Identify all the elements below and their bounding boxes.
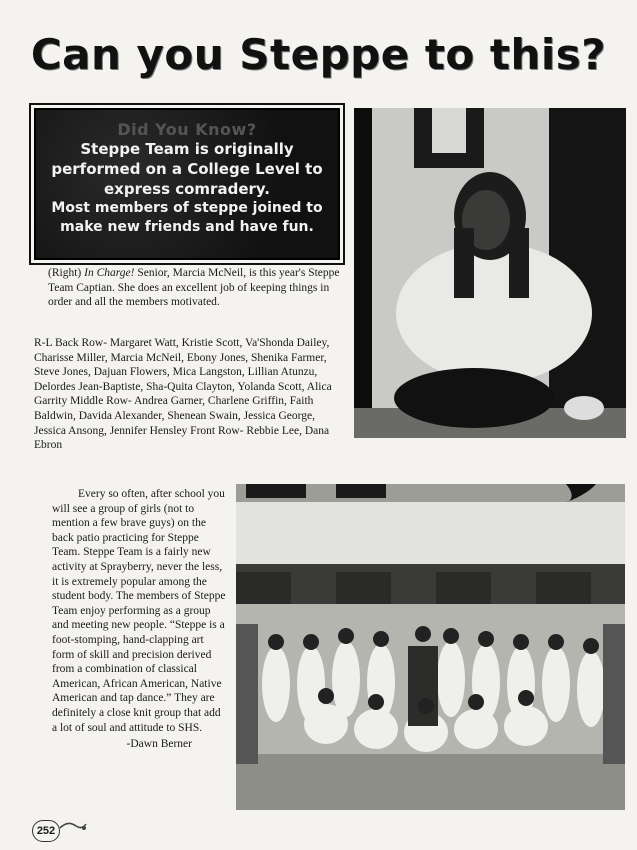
page-number-decoration-icon (58, 818, 88, 834)
did-you-know-title: Did You Know? (117, 120, 257, 139)
caption-italic: In Charge! (84, 267, 135, 279)
did-you-know-line: make new friends and have fun. (60, 219, 314, 235)
story-body: Every so often, after school you will see a group of girls (not to mention a few brave guys) on the back patio practicing for Steppe Team. Steppe Team is a fairly new activity at Sprayberry, never the less, it is extremely popular among the student body. The members of Steppe Team enjoy performing as a group and meeting new people. “Steppe is a foot-stomping, hand-clapping art form of skill and precision derived from a combination of classical American, African American, Native American and tap dance.” They are definitely a close knit group that add a lot of soul and attitude to SHS. (52, 488, 226, 734)
story-text (52, 487, 228, 752)
caption-lead: (Right) (48, 267, 85, 279)
did-you-know-line: express comradery. (104, 180, 270, 198)
group-photo (236, 484, 625, 810)
did-you-know-line: performed on a College Level to (51, 160, 323, 178)
page-headline: Can you Steppe to this? (30, 30, 607, 79)
captain-caption (48, 266, 340, 310)
did-you-know-box (34, 108, 340, 260)
did-you-know-line: Steppe Team is originally (80, 140, 294, 158)
page-number: 252 (32, 820, 60, 842)
caption-rest: Senior, Marcia McNeil, is this year's Steppe Team Captian. She does an excellent job of keeping things in order and all the members motivated. (48, 267, 340, 309)
story-byline: -Dawn Berner (126, 738, 192, 751)
group-names-caption: R-L Back Row- Margaret Watt, Kristie Scott, Va'Shonda Dailey, Charisse Miller, Marcia McNeil, Ebony Jones, Shenika Farmer, Steve Jones, Dajuan Flowers, Mica Langston, Lillian Atunzu, Delordes Jean-Baptiste, Sha-Quita Clayton, Yolanda Scott, Alica Garrity Middle Row- Andrea Garner, Charlene Griffin, Faith Baldwin, Davida Alexander, Shenean Swain, Jessica George, Jessica Ansong, Jennifer Hensley Front Row- Rebbie Lee, Dana Ebron (34, 337, 332, 452)
did-you-know-line: Most members of steppe joined to (51, 200, 323, 216)
captain-photo (354, 108, 626, 438)
